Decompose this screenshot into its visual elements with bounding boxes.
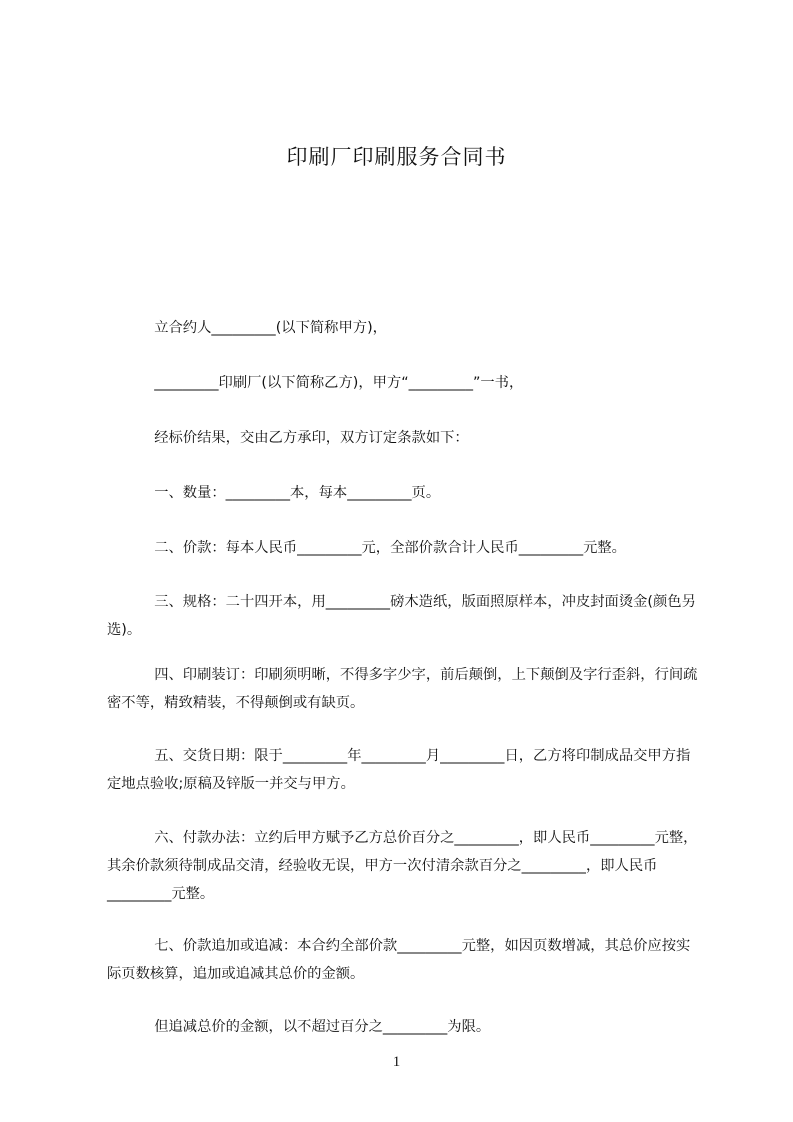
paragraph-text: 三、规格：二十四开本，用_________磅木造纸，版面照原样本，冲皮封面烫金(颜色另选)。 bbox=[107, 594, 696, 638]
paragraph-text: 经标价结果，交由乙方承印，双方订定条款如下： bbox=[154, 430, 469, 446]
document-title: 印刷厂印刷服务合同书 bbox=[286, 145, 507, 169]
paragraph-text: 七、价款追加或追减：本合约全部价款_________元整，如因页数增减，其总价应按实际页数核算，追加或追减其总价的金额。 bbox=[107, 938, 691, 982]
page-number: 1 bbox=[392, 1054, 401, 1070]
paragraph-text: _________印刷厂(以下简称乙方)，甲方“_________”一书， bbox=[154, 375, 524, 391]
paragraph-text: 一、数量：_________本，每本_________页。 bbox=[154, 485, 441, 501]
paragraph-text: 五、交货日期：限于_________年_________月_________日，乙方将印制成品交甲方指定地点验收;原稿及锌版一并交与甲方。 bbox=[107, 748, 691, 792]
paragraph-text: 四、印刷装订：印刷须明晰，不得多字少字，前后颠倒，上下颠倒及字行歪斜，行间疏密不等，精致精装，不得颠倒或有缺页。 bbox=[107, 667, 698, 711]
paragraph-text: 二、价款：每本人民币_________元，全部价款合计人民币_________元整。 bbox=[154, 540, 626, 556]
paragraph-text: 六、付款办法：立约后甲方赋予乙方总价百分之_________，即人民币_________元整，其余价款须待制成品交清，经验收无误，甲方一次付清余款百分之_________，即人民币_________元整。 bbox=[107, 830, 698, 902]
paragraph-text: 但追减总价的金额，以不超过百分之_________为限。 bbox=[154, 1019, 491, 1035]
paragraph-text: 立合约人_________(以下简称甲方)， bbox=[154, 320, 387, 336]
